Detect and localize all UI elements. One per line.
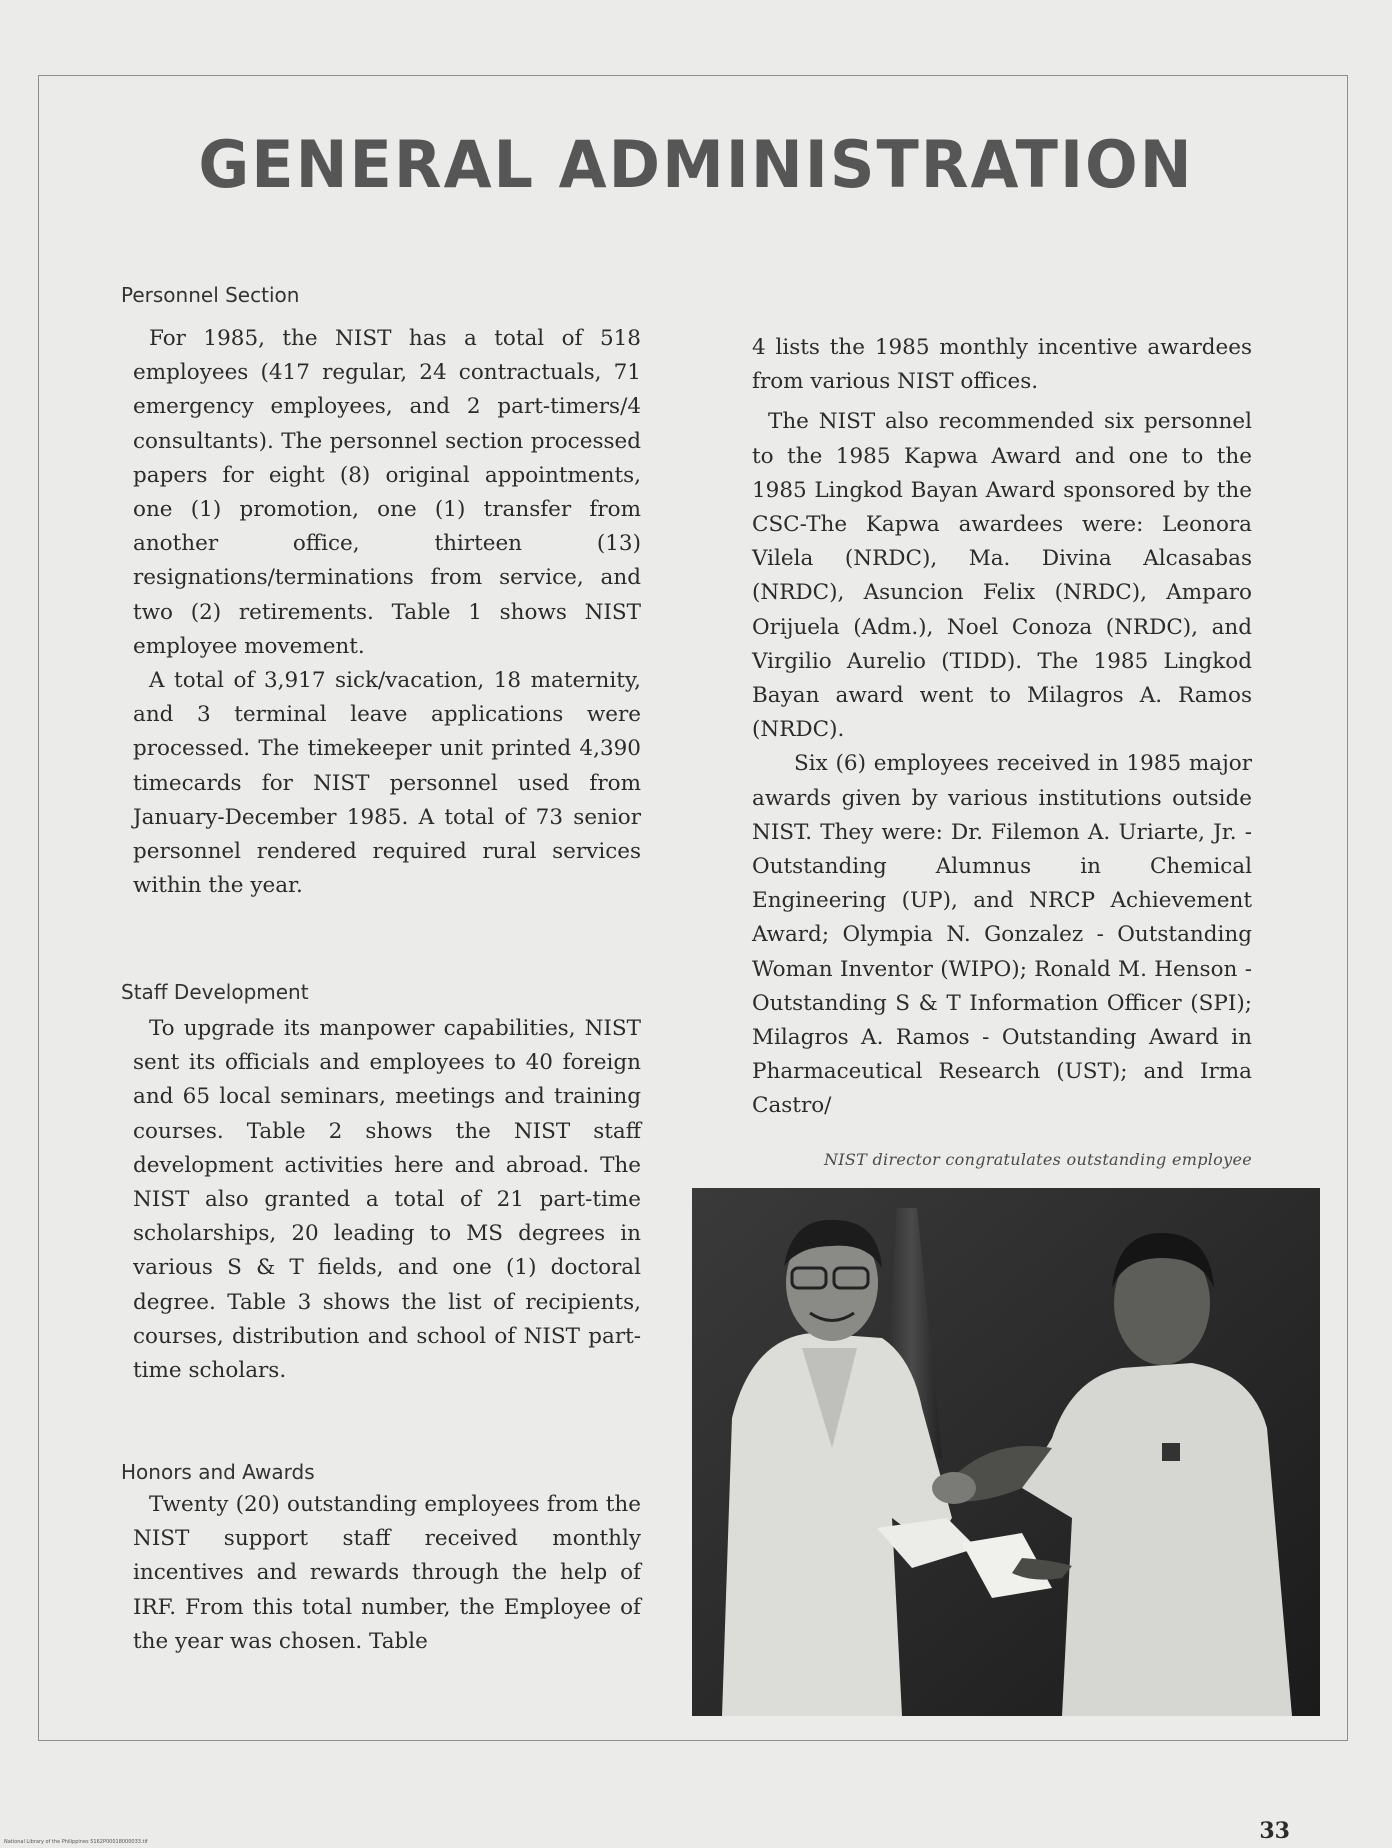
right-column-text bbox=[752, 331, 1252, 1124]
photo-handshake bbox=[692, 1188, 1320, 1716]
paragraph: The NIST also recommended six personnel to the 1985 Kapwa Award and one to the 1985 Lingkod Bayan Award sponsored by the CSC-The Kapwa awardees were: Leonora Vilela (NRDC), Ma. Divina Alcasabas (NRDC), Asuncion Felix (NRDC), Amparo Orijuela (Adm.), Noel Conoza (NRDC), and Virgilio Aurelio (TIDD). The 1985 Lingkod Bayan award went to Milagros A. Ramos (NRDC). bbox=[752, 409, 1252, 743]
photo-illustration bbox=[692, 1188, 1320, 1716]
paragraph: To upgrade its manpower capabilities, NIST sent its officials and employees to 40 foreign and 65 local seminars, meetings and training courses. Table 2 shows the NIST staff development activities here and abroad. The NIST also granted a total of 21 part-time scholarships, 20 leading to MS degrees in various S & T fields, and one (1) doctoral degree. Table 3 shows the list of recipients, courses, distribution and school of NIST part-time scholars. bbox=[133, 1016, 641, 1384]
personnel-section-text bbox=[133, 322, 641, 903]
page-title: GENERAL ADMINISTRATION bbox=[198, 126, 1194, 203]
photo-caption: NIST director congratulates outstanding employee bbox=[823, 1150, 1252, 1169]
honors-awards-heading: Honors and Awards bbox=[121, 1460, 315, 1484]
personnel-section-heading: Personnel Section bbox=[121, 283, 300, 307]
footer-scan-info: National Library of the Philippines 5162P00018000033.tif bbox=[4, 1839, 148, 1845]
paragraph: Twenty (20) outstanding employees from the NIST support staff received monthly incentives and rewards through the help of IRF. From this total number, the Employee of the year was chosen. Table bbox=[133, 1492, 641, 1654]
paragraph: A total of 3,917 sick/vacation, 18 maternity, and 3 terminal leave applications were processed. The timekeeper unit printed 4,390 timecards for NIST personnel used from January-December 1985. A total of 73 senior personnel rendered required rural services within the year. bbox=[133, 668, 641, 899]
paragraph: For 1985, the NIST has a total of 518 employees (417 regular, 24 contractuals, 71 emergency employees, and 2 part-timers/4 consultants). The personnel section processed papers for eight (8) original appointments, one (1) promotion, one (1) transfer from another office, thirteen (13) resignations/terminations from service, and two (2) retirements. Table 1 shows NIST employee movement. bbox=[133, 326, 641, 659]
paragraph: 4 lists the 1985 monthly incentive awardees from various NIST offices. bbox=[752, 335, 1252, 395]
staff-development-text bbox=[133, 1012, 641, 1388]
staff-development-heading: Staff Development bbox=[121, 980, 309, 1004]
page-number: 33 bbox=[1259, 1818, 1290, 1844]
honors-awards-text bbox=[133, 1488, 641, 1659]
paragraph: Six (6) employees received in 1985 major awards given by various institutions outside NIST. They were: Dr. Filemon A. Uriarte, Jr. - Outstanding Alumnus in Chemical Engineering (UP), and NRCP Achievement Award; Olympia N. Gonzalez - Outstanding Woman Inventor (WIPO); Ronald M. Henson - Outstanding S & T Information Officer (SPI); Milagros A. Ramos - Outstanding Award in Pharmaceutical Research (UST); and Irma Castro/ bbox=[752, 751, 1252, 1119]
